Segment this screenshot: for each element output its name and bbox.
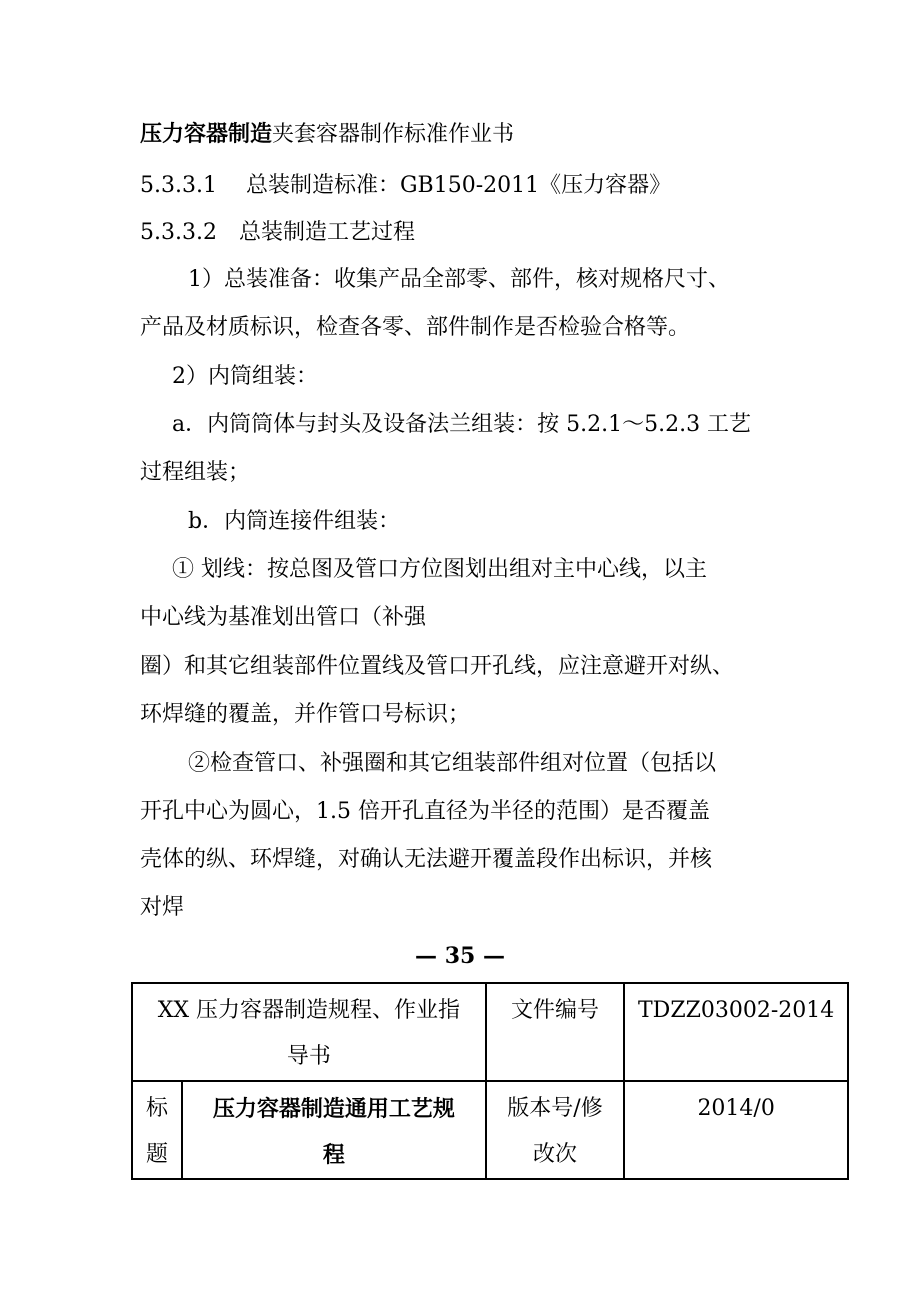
doc-no-value: TDZZ03002-2014 [638, 998, 835, 1023]
title-label-2: 题 [145, 1142, 168, 1167]
paragraph-line: 2）内筒组装： [172, 364, 318, 389]
paragraph-line: 过程组装； [140, 460, 251, 485]
version-label-line2: 改次 [533, 1142, 578, 1167]
doc-no-value-cell [624, 983, 848, 1081]
section-5-3-3-1: 5.3.3.1 总装制造标准：GB150-2011《压力容器》 [140, 173, 672, 198]
paragraph-line: ① 划线：按总图及管口方位图划出组对主中心线，以主 [172, 557, 707, 582]
title-label-1: 标 [145, 1096, 168, 1121]
org-title-cell [132, 983, 486, 1081]
doc-no-label-cell [486, 983, 625, 1081]
title-bold-part: 压力容器制造 [140, 121, 273, 147]
org-title-line2: 导书 [286, 1044, 331, 1069]
paragraph-line: 环焊缝的覆盖，并作管口号标识； [140, 702, 471, 727]
paragraph-line: 中心线为基准划出管口（补强 [140, 605, 427, 630]
paragraph-line: 壳体的纵、环焊缝，对确认无法避开覆盖段作出标识，并核 [140, 847, 713, 872]
paragraph-line: 对焊 [140, 895, 185, 920]
paragraph-line: ②检查管口、补强圈和其它组装部件组对位置（包括以 [188, 751, 717, 776]
org-title-line1: XX 压力容器制造规程、作业指 [157, 998, 461, 1023]
paragraph-line: 1）总装准备：收集产品全部零、部件，核对规格尺寸、 [188, 267, 730, 292]
page-number: — 35 — [415, 943, 505, 969]
paragraph-line: a．内筒筒体与封头及设备法兰组装：按 5.2.1～5.2.3 工艺 [172, 412, 752, 437]
document-title [140, 119, 514, 150]
version-label-cell [486, 1081, 625, 1179]
title-value-cell [182, 1081, 486, 1179]
version-label-line1: 版本号/修 [507, 1096, 603, 1121]
section-5-3-3-2: 5.3.3.2 总装制造工艺过程 [140, 220, 415, 245]
title-value-line2: 程 [322, 1142, 345, 1168]
paragraph-line: b．内筒连接件组装： [188, 509, 401, 534]
doc-no-label: 文件编号 [511, 998, 600, 1023]
paragraph-line: 产品及材质标识，检查各零、部件制作是否检验合格等。 [140, 315, 691, 340]
version-value: 2014/0 [697, 1096, 775, 1121]
document-header-table [131, 982, 849, 1180]
title-value-line1: 压力容器制造通用工艺规 [212, 1096, 455, 1122]
title-rest-part: 夹套容器制作标准作业书 [272, 122, 515, 147]
paragraph-line: 开孔中心为圆心，1.5 倍开孔直径为半径的范围）是否覆盖 [140, 799, 710, 824]
paragraph-line: 圈）和其它组装部件位置线及管口开孔线，应注意避开对纵、 [140, 654, 735, 679]
version-value-cell [624, 1081, 848, 1179]
title-label-cell [132, 1081, 182, 1179]
